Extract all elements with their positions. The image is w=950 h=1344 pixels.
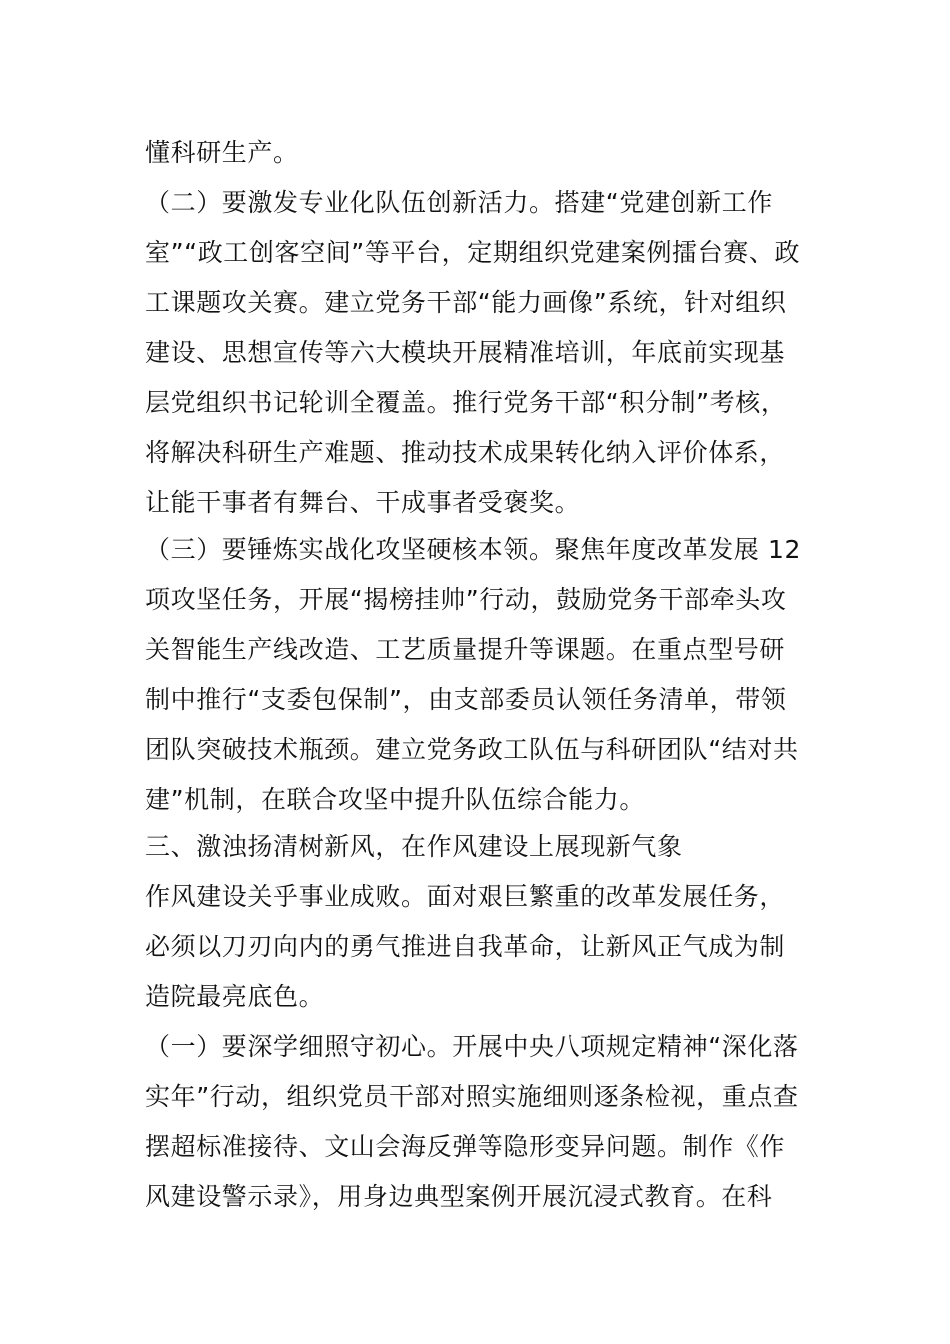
text-line: 层党组织书记轮训全覆盖。推行党务干部“积分制”考核， [145,388,787,417]
text-line: 摆超标准接待、文山会海反弹等隐形变异问题。制作《作 [145,1132,786,1161]
text-line: 工课题攻关赛。建立党务干部“能力画像”系统，针对组织 [145,288,787,317]
text-line: 关智能生产线改造、工艺质量提升等课题。在重点型号研 [145,635,786,664]
section-heading: 三、激浊扬清树新风，在作风建设上展现新气象 [145,832,683,861]
text-line: （二）要激发专业化队伍创新活力。搭建“党建创新工作 [145,188,773,217]
text-line: 实年”行动，组织党员干部对照实施细则逐条检视，重点查 [145,1082,799,1111]
text-line: 风建设警示录》，用身边典型案例开展沉浸式教育。在科 [145,1182,773,1211]
text-line: （三）要锤炼实战化攻坚硬核本领。聚焦年度改革发展 12 [145,535,801,564]
text-line: 制中推行“支委包保制”，由支部委员认领任务清单，带领 [145,685,787,714]
text-line: 建设、思想宣传等六大模块开展精准培训，年底前实现基 [145,338,786,367]
text-line: 室”“政工创客空间”等平台，定期组织党建案例擂台赛、政 [145,238,801,267]
text-line: 必须以刀刃向内的勇气推进自我革命，让新风正气成为制 [145,932,786,961]
text-line: 项攻坚任务，开展“揭榜挂帅”行动，鼓励党务干部牵头攻 [145,585,787,614]
text-line: （一）要深学细照守初心。开展中央八项规定精神“深化落 [145,1032,799,1061]
text-line: 作风建设关乎事业成败。面对艰巨繁重的改革发展任务， [145,882,786,911]
text-line: 让能干事者有舞台、干成事者受褒奖。 [145,488,581,517]
text-line: 将解决科研生产难题、推动技术成果转化纳入评价体系， [145,438,786,467]
text-line: 建”机制，在联合攻坚中提升队伍综合能力。 [145,785,645,814]
text-line: 懂科研生产。 [145,138,299,167]
text-line: 团队突破技术瓶颈。建立党务政工队伍与科研团队“结对共 [145,735,799,764]
text-line: 造院最亮底色。 [145,982,325,1011]
